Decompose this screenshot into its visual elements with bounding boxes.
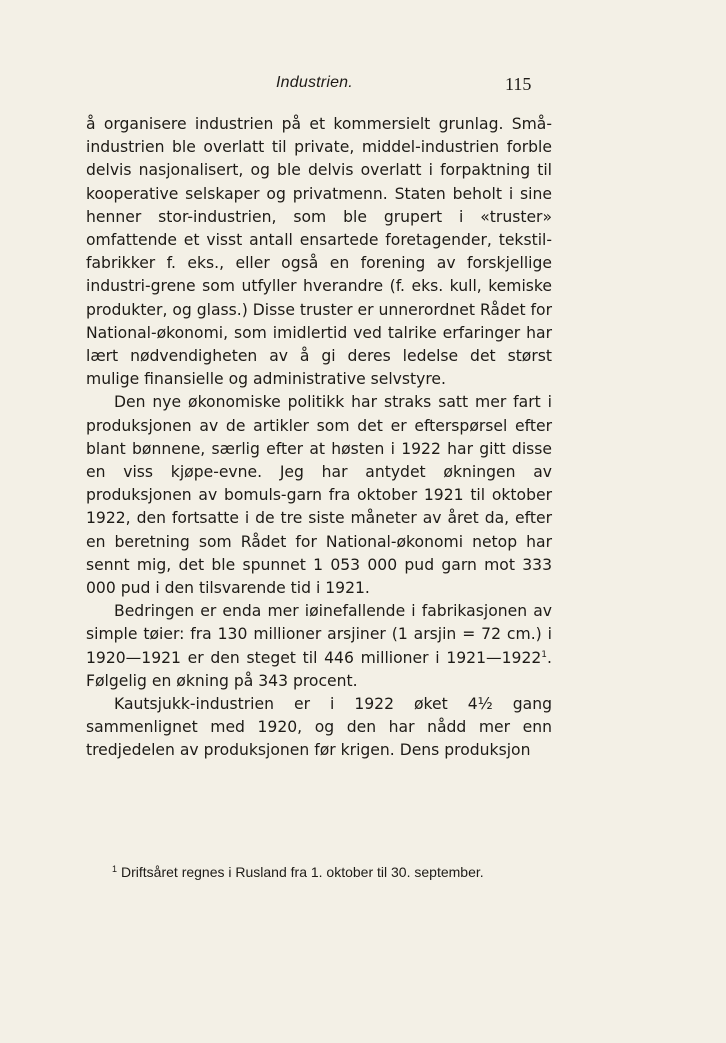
footnote-marker: 1 <box>112 864 118 874</box>
paragraph-2: Den nye økonomiske politikk har straks satt mer fart i produksjonen av de artikler som det er efterspørsel efter blant bønnene, særlig efter at høsten i 1922 har gitt disse en viss kjøpe-evne. Jeg har antydet økningen av produksjonen av bomuls-garn fra oktober 1921 til oktober 1922, den fortsatte i de tre siste måneter av året da, efter en beretning som Rådet for National-økonomi netop har sennt mig, det ble spunnet 1 053 000 pud garn mot 333 000 pud i den tilsvarende tid i 1921. <box>86 393 552 598</box>
running-title: Industrien. <box>276 74 353 91</box>
page-number: 115 <box>505 74 532 94</box>
footnote <box>112 863 552 881</box>
body-text <box>86 113 552 763</box>
paragraph-3-text-before: Bedringen er enda mer iøinefallende i fabrikasjonen av simple tøier: fra 130 millioner arsjiner (1 arsjin = 72 cm.) i 1920—1921 er den steget til 446 millioner i 1921—1922 <box>86 602 552 667</box>
footnote-text: Driftsåret regnes i Rusland fra 1. oktober til 30. september. <box>121 864 484 880</box>
footnote-reference: 1 <box>541 649 548 660</box>
paragraph-4: Kautsjukk-industrien er i 1922 øket 4½ gang sammenlignet med 1920, og den har nådd mer enn tredjedelen av produksjonen før krigen. Dens produksjon <box>86 695 552 760</box>
paragraph-3-text-after: . Følgelig en økning på 343 procent. <box>86 648 552 690</box>
paragraph-3 <box>86 600 552 693</box>
paragraph-1: å organisere industrien på et kommersielt grunlag. Små-industrien ble overlatt til private, middel-industrien forble delvis nasjonalisert, og ble delvis overlatt i forpaktning til kooperative selskaper og privatmenn. Staten beholt i sine henner stor-industrien, som ble grupert i «truster» omfattende et visst antall ensartede foretagender, tekstil-fabrikker f. eks., eller også en forening av forskjellige industri-grene som utfyller hverandre (f. eks. kull, kemiske produkter, og glass.) Disse truster er unnerordnet Rådet for National-økonomi, som imidlertid ved talrike erfaringer har lært nødvendigheten av å gi deres ledelse det størst mulige finansielle og administrative selvstyre. <box>86 115 552 389</box>
